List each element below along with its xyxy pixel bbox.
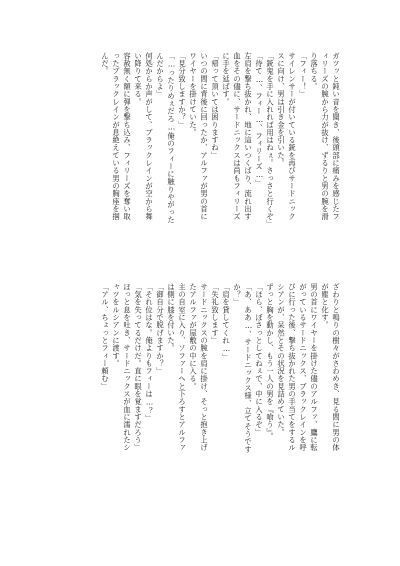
text-line: 男の首にワイヤーを掛けた儘のアルファ、鷹に転 [310, 283, 319, 452]
text-line: ワイヤーを掛けていた。 [189, 52, 198, 137]
text-line: り落ちる。 [310, 52, 319, 91]
text-line: い降りて来る。 [134, 52, 143, 106]
text-line: いつの間に背後に回ったか、アルファが男の首に [200, 52, 209, 221]
text-line: 「見分致しますか？」 [178, 52, 187, 129]
text-line: 「フィー！」 [299, 52, 308, 98]
text-line: 「あ、ああ…、サードニックス様、立てそうです [244, 283, 253, 453]
text-line: 「アル、ちょっとフィー頼む」 [101, 283, 110, 391]
text-line: 主の自室に入り、ソファーへと下ろすとアルファ [178, 283, 187, 452]
text-line: が塵と化す。 [321, 283, 330, 329]
text-line: 左肩を撃ち抜かれ、地に這いつくばり、流れ出す [244, 52, 253, 221]
text-line: ざわりと鳴りの樹々がさわめき、見る間に男の体 [332, 283, 341, 452]
text-line: がっているサードニックス、ブラックレインを呼 [299, 283, 308, 452]
text-line: びに行った後、撃ち抜かれた男の手当てをするル [288, 283, 297, 452]
text-line: 「御自分で脱げますか？」 [156, 283, 165, 375]
text-line: 「それ位はな。俺よりもフィーは…？」 [145, 283, 154, 423]
text-line: サードニックスの腕を肩に掛け、そっと抱き上げ [200, 283, 209, 452]
text-line: ャツをルシアンに渡す。 [112, 283, 121, 368]
text-line: 「気を失ってるだけだ。直に眼を覚ますだろう」 [134, 283, 143, 452]
text-line: んだからよ」 [156, 52, 165, 98]
text-line: ったブラックレインが息絶えている男の胸座を掴 [112, 52, 121, 221]
text-line: 「失礼致します」 [211, 283, 220, 345]
text-line: サイレンサーが付いている銃を再びサードニック [288, 52, 297, 221]
text-line: んだ。 [101, 52, 110, 75]
text-line: 「…ったりめぇだろ…俺のフィーに触りやがった [167, 52, 176, 224]
text-line: に手を延ばす。 [222, 52, 231, 106]
text-line: 何処からか声がして、ブラックレインが空から舞 [145, 52, 154, 221]
text-line: 「銃鬼を手に入れれば用はねぇ。さっさと行くぞ」 [266, 52, 275, 228]
text-line: 「ほら、ぼさっとしてねぇで、中に入るぞ」 [255, 283, 264, 436]
text-line: シアンが、呆然とその状況を見詰めていた。 [277, 283, 286, 436]
text-line: 「帰って頂いては困りますね」 [211, 52, 220, 160]
text-line: たアルファが屋敷の中に入る。 [189, 283, 198, 391]
text-line: 「待て…、フィー…、フィリーズ…」 [255, 52, 264, 188]
text-line: 「肩を貸してくれ…」 [222, 283, 231, 362]
text-line: 容赦無く額に弾を撃ち込み、フィリーズを奪い取 [123, 52, 132, 221]
text-line: スに向け、男は引き金を引いた。 [277, 52, 286, 167]
text-line: 血をその儘に、サードニックスは尚もフィリーズ [233, 52, 242, 221]
text-line: ィリーズの腕から力が抜け、ずるりと男の腕を滑 [321, 52, 330, 221]
text-line: ずっと胸を動かし、もう一人の男を『喰う』。 [266, 283, 275, 440]
text-line: ガツッと鈍い音を聞き、後頭部に痛みを感じたフ [332, 52, 341, 221]
text-line: か？」 [233, 283, 242, 306]
text-line: ほっと息を吐き、サードニックスが血に濡れたシ [123, 283, 132, 452]
lower-text-block [52, 283, 342, 519]
text-line: は側に膝を付いた。 [167, 283, 176, 352]
